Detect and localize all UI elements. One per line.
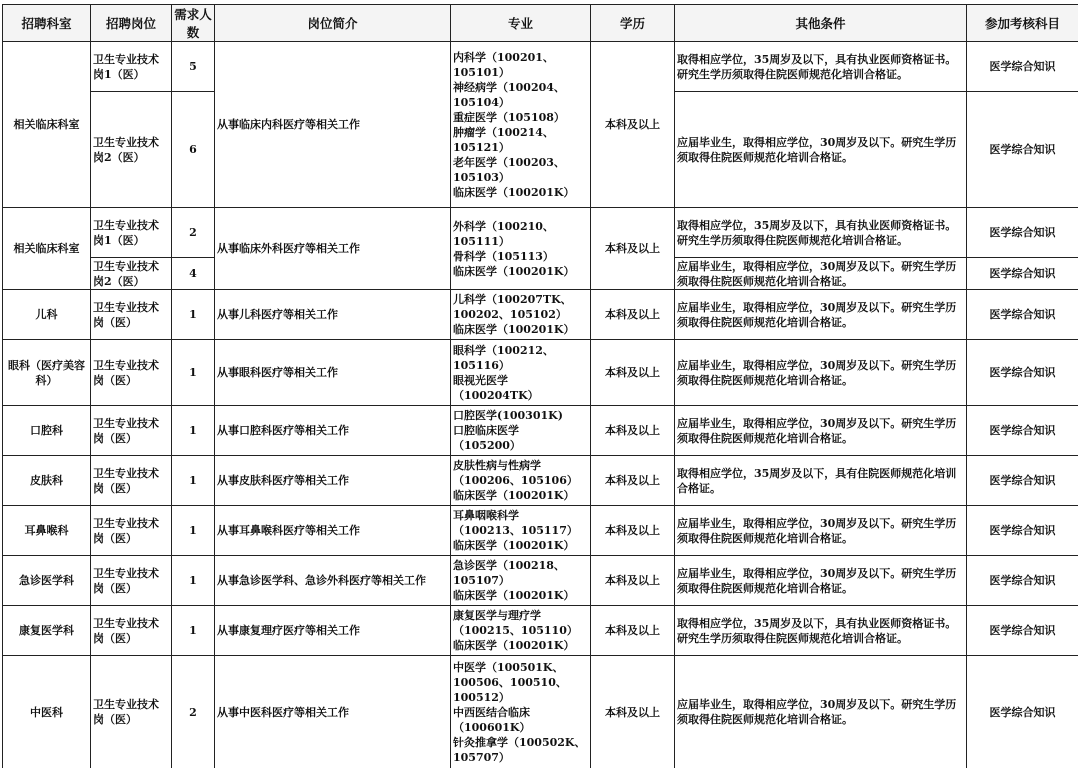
table-row — [3, 406, 1079, 456]
department-cell: 相关临床科室 — [3, 42, 91, 208]
exam-cell: 医学综合知识 — [967, 92, 1079, 208]
description-cell: 从事康复理疗医疗等相关工作 — [215, 606, 451, 656]
major-cell: 耳鼻咽喉科学 （100213、105117） 临床医学（100201K） — [451, 506, 591, 556]
header-conditions: 其他条件 — [675, 5, 967, 42]
department-cell: 中医科 — [3, 656, 91, 768]
header-description: 岗位简介 — [215, 5, 451, 42]
description-cell: 从事眼科医疗等相关工作 — [215, 340, 451, 406]
recruitment-table-sheet — [2, 4, 1078, 768]
table-row — [3, 208, 1079, 258]
header-education: 学历 — [591, 5, 675, 42]
conditions-cell: 应届毕业生，取得相应学位，30周岁及以下。研究生学历须取得住院医师规范化培训合格证。 — [675, 556, 967, 606]
major-cell: 急诊医学（100218、 105107） 临床医学（100201K） — [451, 556, 591, 606]
major-cell: 外科学（100210、 105111） 骨科学（105113） 临床医学（100201K） — [451, 208, 591, 290]
position-cell: 卫生专业技术岗（医） — [91, 656, 172, 768]
description-cell: 从事耳鼻喉科医疗等相关工作 — [215, 506, 451, 556]
table-row — [3, 506, 1079, 556]
exam-cell: 医学综合知识 — [967, 42, 1079, 92]
count-cell: 1 — [172, 606, 215, 656]
description-cell: 从事儿科医疗等相关工作 — [215, 290, 451, 340]
major-cell: 眼科学（100212、 105116） 眼视光医学 （100204TK） — [451, 340, 591, 406]
position-cell: 卫生专业技术岗1（医） — [91, 208, 172, 258]
education-cell: 本科及以上 — [591, 290, 675, 340]
count-cell: 6 — [172, 92, 215, 208]
education-cell: 本科及以上 — [591, 456, 675, 506]
header-count: 需求人数 — [172, 5, 215, 42]
education-cell: 本科及以上 — [591, 208, 675, 290]
education-cell: 本科及以上 — [591, 406, 675, 456]
table-row — [3, 606, 1079, 656]
conditions-cell: 应届毕业生，取得相应学位，30周岁及以下。研究生学历须取得住院医师规范化培训合格证。 — [675, 506, 967, 556]
conditions-cell: 应届毕业生，取得相应学位，30周岁及以下。研究生学历须取得住院医师规范化培训合格证。 — [675, 406, 967, 456]
conditions-cell: 取得相应学位，35周岁及以下，具有执业医师资格证书。研究生学历须取得住院医师规范化培训合格证。 — [675, 42, 967, 92]
major-cell: 儿科学（100207TK、 100202、105102） 临床医学（100201K） — [451, 290, 591, 340]
department-cell: 急诊医学科 — [3, 556, 91, 606]
exam-cell: 医学综合知识 — [967, 606, 1079, 656]
count-cell: 1 — [172, 506, 215, 556]
exam-cell: 医学综合知识 — [967, 406, 1079, 456]
description-cell: 从事临床内科医疗等相关工作 — [215, 42, 451, 208]
position-cell: 卫生专业技术岗（医） — [91, 506, 172, 556]
position-cell: 卫生专业技术岗（医） — [91, 556, 172, 606]
header-major: 专业 — [451, 5, 591, 42]
position-cell: 卫生专业技术岗（医） — [91, 456, 172, 506]
major-cell: 口腔医学(100301K) 口腔临床医学 （105200） — [451, 406, 591, 456]
education-cell: 本科及以上 — [591, 506, 675, 556]
conditions-cell: 应届毕业生，取得相应学位，30周岁及以下。研究生学历须取得住院医师规范化培训合格证。 — [675, 92, 967, 208]
description-cell: 从事皮肤科医疗等相关工作 — [215, 456, 451, 506]
description-cell: 从事临床外科医疗等相关工作 — [215, 208, 451, 290]
position-cell: 卫生专业技术岗（医） — [91, 290, 172, 340]
department-cell: 眼科（医疗美容科） — [3, 340, 91, 406]
position-cell: 卫生专业技术岗2（医） — [91, 92, 172, 208]
count-cell: 2 — [172, 208, 215, 258]
count-cell: 1 — [172, 340, 215, 406]
exam-cell: 医学综合知识 — [967, 208, 1079, 258]
count-cell: 2 — [172, 656, 215, 768]
conditions-cell: 应届毕业生，取得相应学位，30周岁及以下。研究生学历须取得住院医师规范化培训合格证。 — [675, 340, 967, 406]
exam-cell: 医学综合知识 — [967, 506, 1079, 556]
count-cell: 1 — [172, 556, 215, 606]
position-cell: 卫生专业技术岗2（医） — [91, 258, 172, 290]
major-cell: 内科学（100201、 105101） 神经病学（100204、 105104） 重症医学（105108） 肿瘤学（100214、 105121） 老年医学（100203、 105103） 临床医学（100201K） — [451, 42, 591, 208]
education-cell: 本科及以上 — [591, 556, 675, 606]
table-row — [3, 42, 1079, 92]
table-row — [3, 556, 1079, 606]
conditions-cell: 取得相应学位，35周岁及以下，具有执业医师资格证书。研究生学历须取得住院医师规范化培训合格证。 — [675, 606, 967, 656]
conditions-cell: 取得相应学位，35周岁及以下，具有执业医师资格证书。研究生学历须取得住院医师规范化培训合格证。 — [675, 208, 967, 258]
table-row — [3, 656, 1079, 768]
major-cell: 中医学（100501K、 100506、100510、 100512） 中西医结合临床 （100601K） 针灸推拿学（100502K、 105707） — [451, 656, 591, 768]
recruitment-table — [2, 4, 1078, 768]
description-cell: 从事急诊医学科、急诊外科医疗等相关工作 — [215, 556, 451, 606]
exam-cell: 医学综合知识 — [967, 456, 1079, 506]
education-cell: 本科及以上 — [591, 656, 675, 768]
exam-cell: 医学综合知识 — [967, 556, 1079, 606]
exam-cell: 医学综合知识 — [967, 258, 1079, 290]
table-row — [3, 290, 1079, 340]
conditions-cell: 应届毕业生，取得相应学位，30周岁及以下。研究生学历须取得住院医师规范化培训合格证。 — [675, 656, 967, 768]
department-cell: 皮肤科 — [3, 456, 91, 506]
conditions-cell: 应届毕业生，取得相应学位，30周岁及以下。研究生学历须取得住院医师规范化培训合格证。 — [675, 258, 967, 290]
header-exam: 参加考核科目 — [967, 5, 1079, 42]
header-department: 招聘科室 — [3, 5, 91, 42]
position-cell: 卫生专业技术岗（医） — [91, 340, 172, 406]
table-row — [3, 340, 1079, 406]
major-cell: 康复医学与理疗学 （100215、105110） 临床医学（100201K） — [451, 606, 591, 656]
exam-cell: 医学综合知识 — [967, 656, 1079, 768]
exam-cell: 医学综合知识 — [967, 340, 1079, 406]
count-cell: 1 — [172, 290, 215, 340]
count-cell: 1 — [172, 406, 215, 456]
department-cell: 口腔科 — [3, 406, 91, 456]
education-cell: 本科及以上 — [591, 42, 675, 208]
header-position: 招聘岗位 — [91, 5, 172, 42]
conditions-cell: 取得相应学位，35周岁及以下，具有住院医师规范化培训合格证。 — [675, 456, 967, 506]
description-cell: 从事中医科医疗等相关工作 — [215, 656, 451, 768]
conditions-cell: 应届毕业生，取得相应学位，30周岁及以下。研究生学历须取得住院医师规范化培训合格证。 — [675, 290, 967, 340]
department-cell: 儿科 — [3, 290, 91, 340]
department-cell: 相关临床科室 — [3, 208, 91, 290]
education-cell: 本科及以上 — [591, 606, 675, 656]
education-cell: 本科及以上 — [591, 340, 675, 406]
department-cell: 耳鼻喉科 — [3, 506, 91, 556]
count-cell: 5 — [172, 42, 215, 92]
exam-cell: 医学综合知识 — [967, 290, 1079, 340]
major-cell: 皮肤性病与性病学 （100206、105106） 临床医学（100201K） — [451, 456, 591, 506]
count-cell: 1 — [172, 456, 215, 506]
position-cell: 卫生专业技术岗1（医） — [91, 42, 172, 92]
position-cell: 卫生专业技术岗（医） — [91, 606, 172, 656]
table-header-row — [3, 5, 1079, 42]
department-cell: 康复医学科 — [3, 606, 91, 656]
position-cell: 卫生专业技术岗（医） — [91, 406, 172, 456]
count-cell: 4 — [172, 258, 215, 290]
table-row — [3, 456, 1079, 506]
description-cell: 从事口腔科医疗等相关工作 — [215, 406, 451, 456]
